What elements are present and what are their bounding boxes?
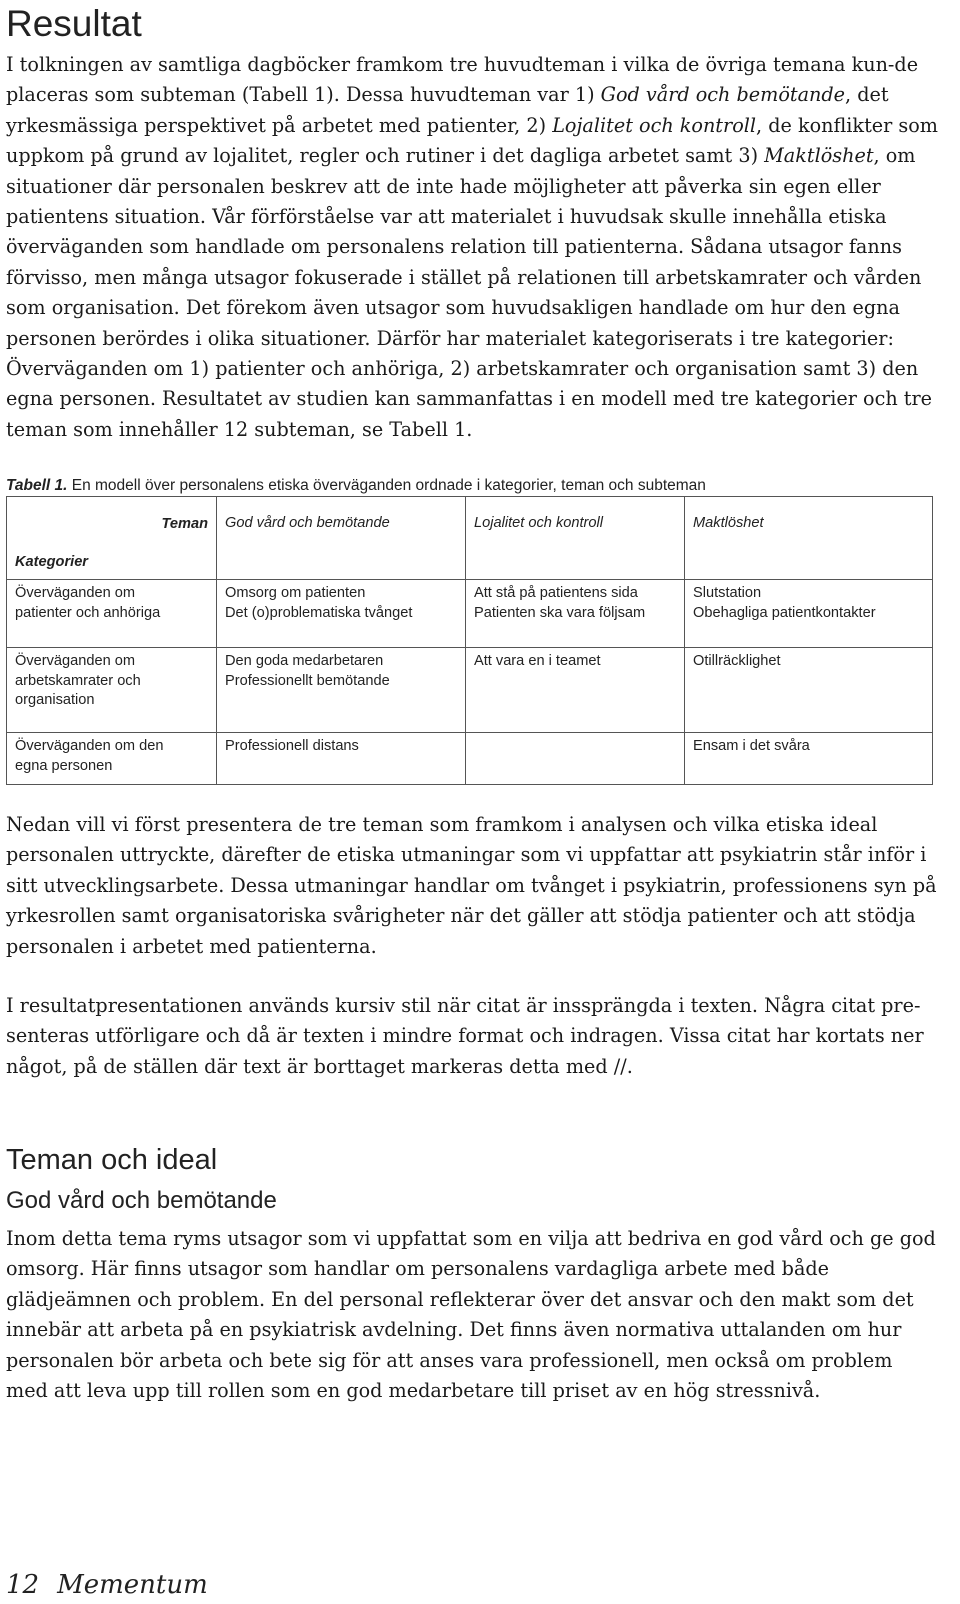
intro-text-2: , det yrkesmässiga perspektivet på arbetet med patienter, 2) [6,83,889,137]
subtheme-cell [466,580,685,648]
category-cell [7,580,217,648]
subtheme-text: Otillräcklighet [693,653,781,669]
category-line: egna personen [15,757,113,774]
category-line: Överväganden om [15,585,136,601]
body-paragraph-3: I resultatpresentationen används kursiv stil när citat är inssprängda i texten. Några citat pre-senteras utförligare och då är texten i mindre format och indragen. Vissa citat har kortats ner något, på de ställen där text är borttaget markeras detta med //. [6,994,924,1078]
model-table [6,496,933,785]
subtheme-cell [217,648,466,733]
subtheme-text: Slutstation [693,585,762,601]
table-row [7,580,933,648]
subtheme-text: Omsorg om patienten [225,585,366,601]
table-caption-label: Tabell 1. [6,477,68,494]
subtheme-text: Ensam i det svåra [693,738,810,754]
subtheme-text: Patienten ska vara följsam [474,604,646,621]
teman-label: Teman [161,516,208,532]
page-footer [6,1568,208,1602]
subtheme-cell [685,648,933,733]
category-line: patienter och anhöriga [15,604,161,621]
theme-header-1 [217,497,466,580]
subtheme-text: Professionell distans [225,738,359,754]
subtheme-cell [466,648,685,733]
kategorier-label: Kategorier [15,553,88,570]
theme-header-2 [466,497,685,580]
subtheme-cell [685,580,933,648]
intro-theme-1: God vård och bemötande [600,83,846,107]
body-paragraph-2: Nedan vill vi först presentera de tre teman som framkom i analysen och vilka etiska ideal personalen uttryckte, därefter de etiska utmaningar som vi uppfattar att psykiatrin står inför i sitt utvecklingsarbete. Dessa utmaningar handlar om tvånget i psykiatrin, professionens syn på yrkesrollen samt organisatoriska svårigheter när det gäller att stödja patienter och att stödja personalen i arbetet med patienterna. [6,813,937,958]
category-line: organisation [15,692,95,708]
journal-name: Mementum [57,1570,208,1600]
intro-text-1: I tolkningen av samtliga dagböcker framkom tre huvudteman i vilka de övriga temana kun-de placeras som subteman (Tabell 1). Dessa huvudteman var 1) [6,53,919,107]
table-header-row [7,497,933,580]
subtheme-cell [685,733,933,785]
body-paragraph-4: Inom detta tema ryms utsagor som vi uppfattat som en vilja att bedriva en god vård och ge god omsorg. Här finns utsagor som handlar om personalens vardagliga arbete med både glädjeämnen och problem. En del personal reflekterar över det ansvar och den makt som det innebär att arbeta på en psykiatrisk avdelning. Det finns även normativa uttalanden om hur personalen bör arbeta och bete sig för att anses vara professionell, men också om problem med att leva upp till rollen som en god medarbetare till priset av en hög stressnivå. [6,1227,936,1403]
subtheme-cell-empty [466,733,685,785]
intro-paragraph [6,50,938,445]
subtheme-text: Att vara en i teamet [474,653,601,669]
page-number: 12 [6,1570,40,1600]
category-cell [7,648,217,733]
subtheme-cell [217,580,466,648]
table-row [7,648,933,733]
category-line: Överväganden om den [15,738,164,754]
intro-text-4: , om situationer där personalen beskrev att de inte hade möjligheter att påverka sin egen eller patientens situation. Vår förförståelse var att materialet i huvudsak skulle innehålla etiska överväganden som handlade om personalens relation till patienterna. Sådana utsagor fanns förvisso, men många utsagor fokuserade i stället på relationen till arbetskamrater och vården som organisation. Det förekom även utsagor som huvudsakligen handlade om hur den egna personen berördes i olika situationer. Därför har materialet kategoriserats i tre kategorier: Överväganden om 1) patienter och anhöriga, 2) arbetskamrater och organisation samt 3) den egna personen. Resultatet av studien kan sammanfattas i en modell med tre kategorier och tre teman som innehåller 12 subteman, se Tabell 1. [6,144,933,441]
section-title-teman-och-ideal: Teman och ideal [6,1144,218,1176]
category-line: Överväganden om [15,653,136,669]
subtheme-text: Obehagliga patientkontakter [693,604,876,621]
subtheme-cell [217,733,466,785]
subsection-title-god-vard: God vård och bemötande [6,1187,277,1214]
intro-text-3: , de konflikter som uppkom på grund av lojalitet, regler och rutiner i det dagliga arbetet samt 3) [6,113,938,168]
theme-header-3 [685,497,933,580]
subtheme-text: Att stå på patientens sida [474,585,638,601]
table-corner-cell [7,497,217,580]
subtheme-text: Professionellt bemötande [225,672,390,689]
theme-header-label: Maktlöshet [693,515,764,531]
theme-header-label: Lojalitet och kontroll [474,515,603,531]
category-line: arbetskamrater och [15,672,141,689]
subtheme-text: Det (o)problematiska tvånget [225,604,413,621]
table-caption-text: En modell över personalens etiska överväganden ordnade i kategorier, teman och subteman [67,477,706,494]
subtheme-text: Den goda medarbetaren [225,653,384,669]
table-caption [6,475,706,497]
table-row [7,733,933,785]
intro-theme-2: Lojalitet och kontroll [552,113,757,137]
section-title-resultat: Resultat [6,3,142,44]
theme-header-label: God vård och bemötande [225,515,390,531]
category-cell [7,733,217,785]
intro-theme-3: Maktlöshet [764,144,874,168]
